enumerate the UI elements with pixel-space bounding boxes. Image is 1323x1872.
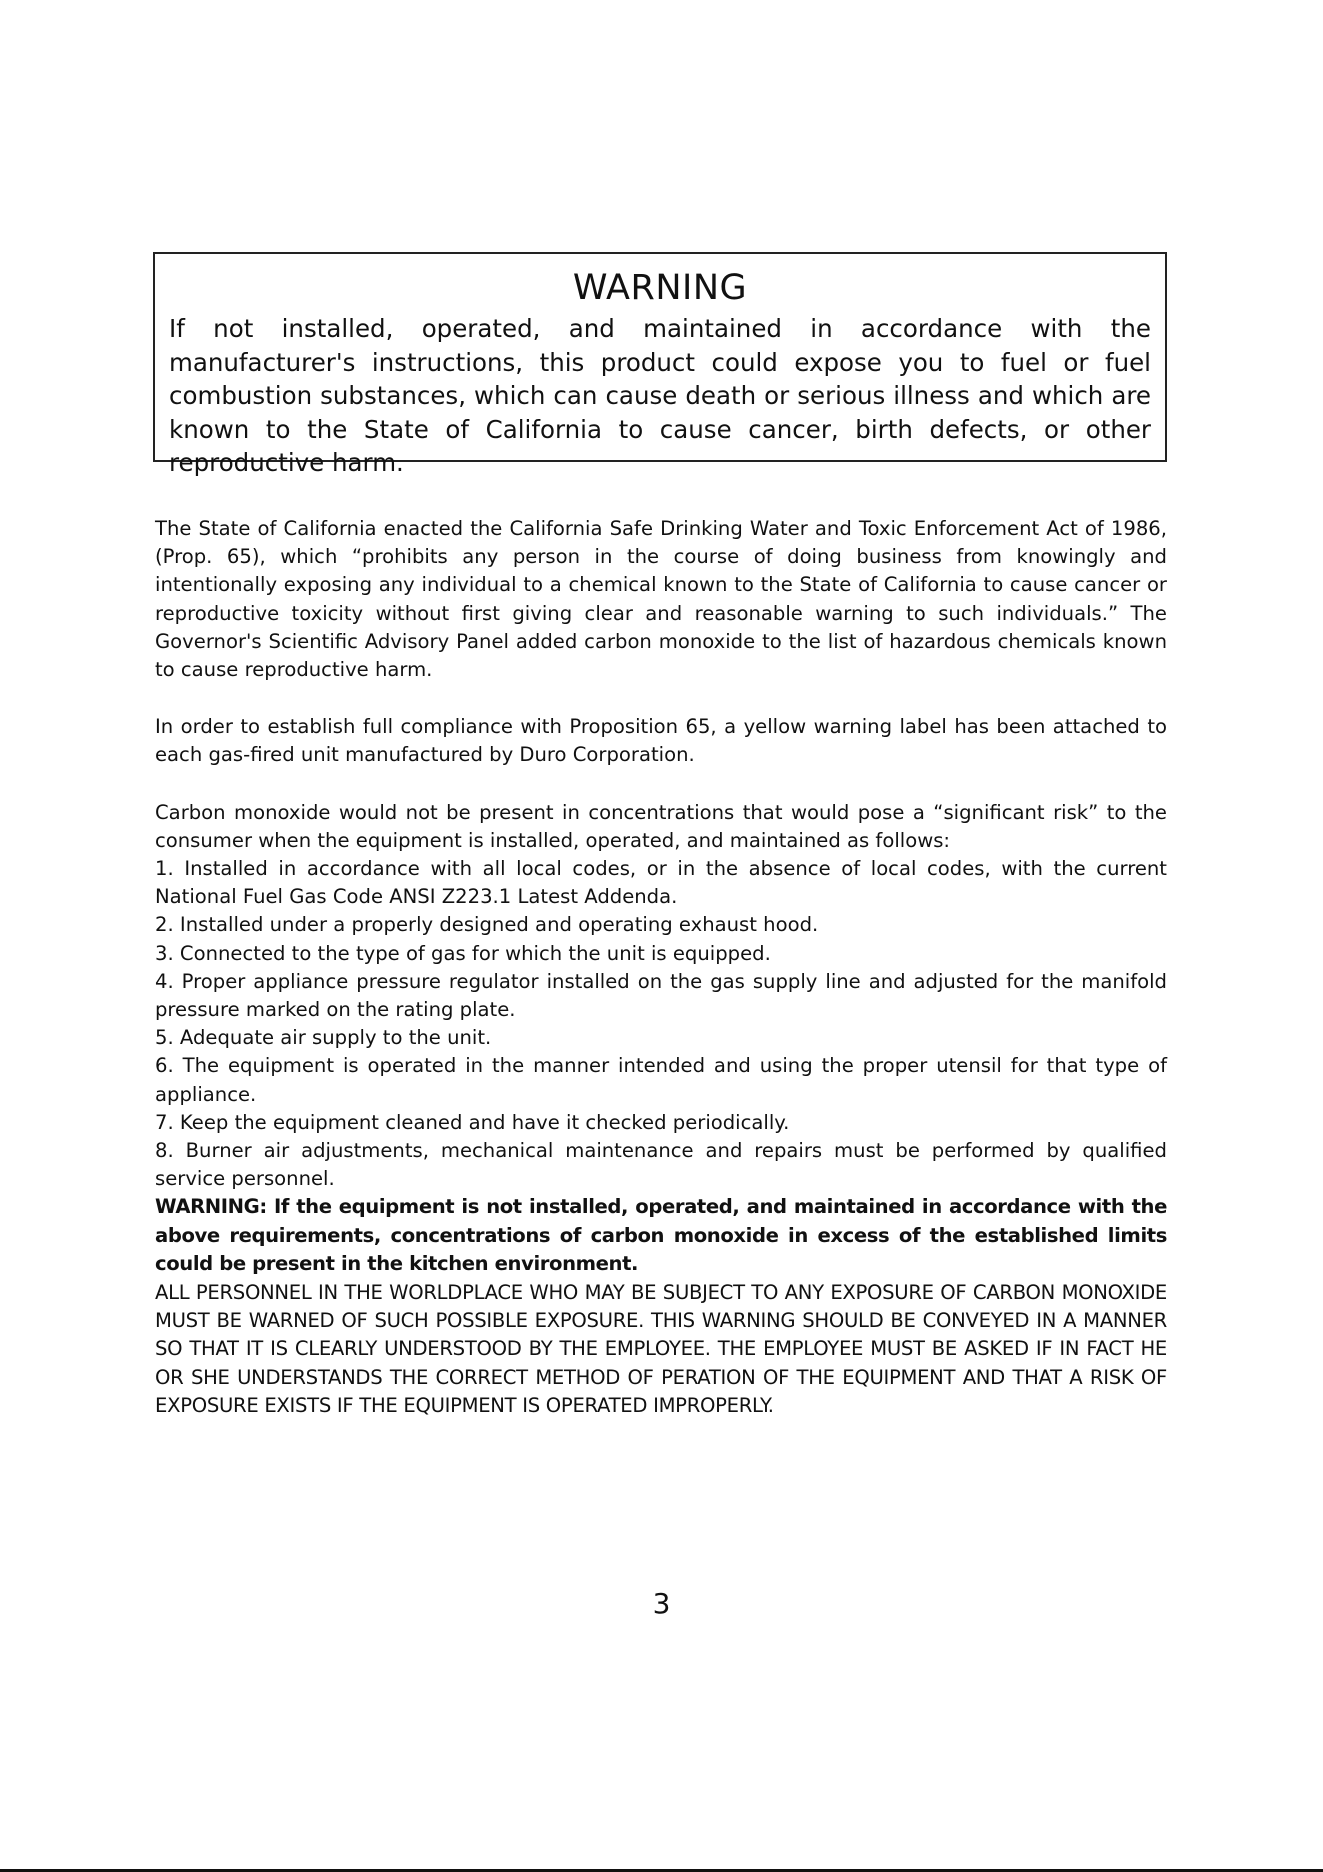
condition-item: 1. Installed in accordance with all local codes, or in the absence of local codes, with the current National Fuel Gas Code ANSI Z223.1 Latest Addenda. bbox=[155, 857, 1167, 909]
condition-item: 4. Proper appliance pressure regulator installed on the gas supply line and adjusted for the manifold pressure marked on the rating plate. bbox=[155, 969, 1167, 1022]
page-number: 3 bbox=[652, 1587, 671, 1620]
condition-item: 2. Installed under a properly designed and operating exhaust hood. bbox=[155, 913, 819, 937]
condition-item: 5. Adequate air supply to the unit. bbox=[155, 1026, 492, 1050]
condition-item: 7. Keep the equipment cleaned and have it checked periodically. bbox=[155, 1110, 790, 1134]
document-body bbox=[155, 515, 1167, 1420]
condition-item: 3. Connected to the type of gas for which the unit is equipped. bbox=[155, 941, 771, 965]
condition-item: 6. The equipment is operated in the manner intended and using the proper utensil for that type of appliance. bbox=[155, 1054, 1167, 1106]
conditions-list bbox=[155, 855, 1167, 1193]
warning-title: WARNING bbox=[572, 268, 748, 308]
condition-item: 8. Burner air adjustments, mechanical maintenance and repairs must be performed by qualified service personnel. bbox=[155, 1139, 1167, 1191]
prop65-paragraph: The State of California enacted the California Safe Drinking Water and Toxic Enforcement Act of 1986, (Prop. 65), which “prohibits any person in the course of doing business from knowingly and intentionally exposing any individual to a chemical known to the State of California to cause cancer or reproductive toxicity without first giving clear and reasonable warning to such individuals.” The Governor's Scientific Advisory Panel added carbon monoxide to the list of hazardous chemicals known to cause reproductive harm. bbox=[155, 517, 1167, 682]
warning-box bbox=[153, 252, 1167, 477]
personnel-notice: ALL PERSONNEL IN THE WORLDPLACE WHO MAY BE SUBJECT TO ANY EXPOSURE OF CARBON MONOXIDE MUST BE WARNED OF SUCH POSSIBLE EXPOSURE. THIS WARNING SHOULD BE CONVEYED IN A MANNER SO THAT IT IS CLEARLY UNDERSTOOD BY THE EMPLOYEE. THE EMPLOYEE MUST BE ASKED IF IN FACT HE OR SHE UNDERSTANDS THE CORRECT METHOD OF PERATION OF THE EQUIPMENT AND THAT A RISK OF EXPOSURE EXISTS IF THE EQUIPMENT IS OPERATED IMPROPERLY. bbox=[155, 1280, 1167, 1417]
warning-text: If not installed, operated, and maintained in accordance with the manufacturer's instructions, this product could expose you to fuel or fuel combustion substances, which can cause death or serious illness and which are known to the State of California to cause cancer, birth defects, or other reproductive harm. bbox=[169, 314, 1151, 477]
compliance-paragraph: In order to establish full compliance with Proposition 65, a yellow warning label has been attached to each gas-fired unit manufactured by Duro Corporation. bbox=[155, 715, 1167, 767]
carbon-intro-paragraph: Carbon monoxide would not be present in concentrations that would pose a “significant risk” to the consumer when the equipment is installed, operated, and maintained as follows: bbox=[155, 800, 1167, 852]
bold-warning-paragraph: WARNING: If the equipment is not installed, operated, and maintained in accordance with the above requirements, concentrations of carbon monoxide in excess of the established limits could be present in the kitchen environment. bbox=[155, 1195, 1167, 1276]
